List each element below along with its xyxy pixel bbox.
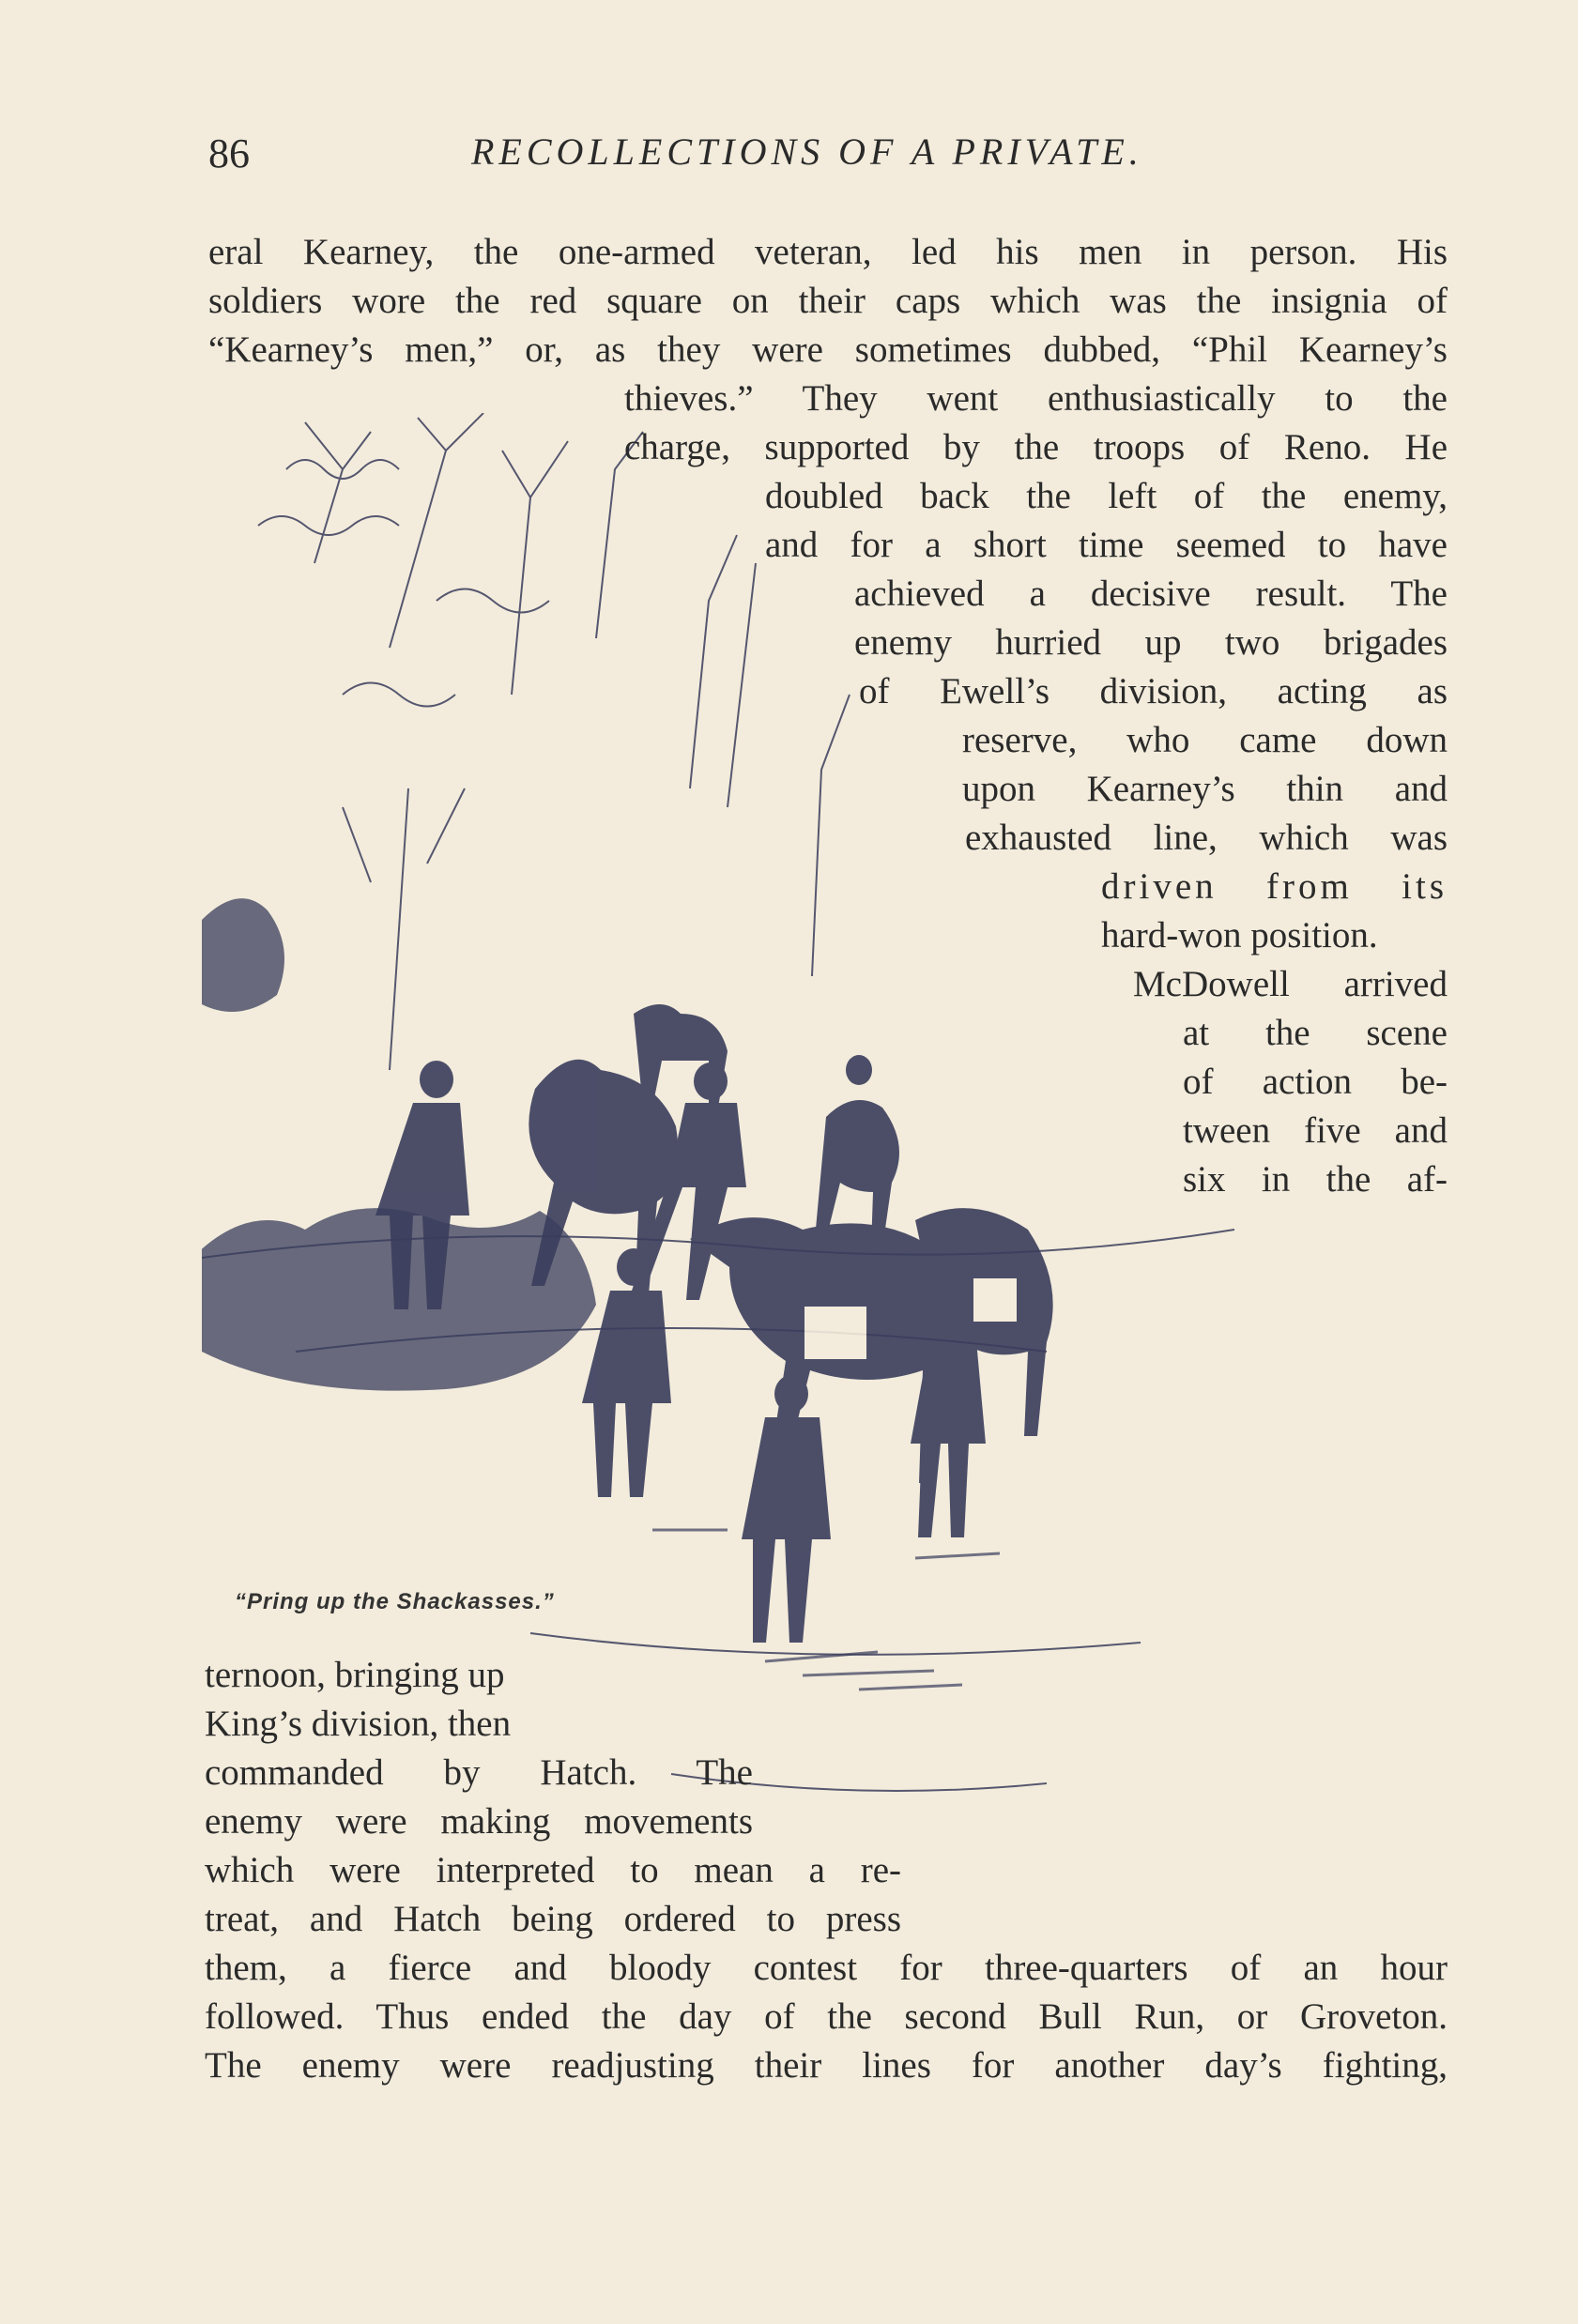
text-line-22: King’s division, then [205, 1704, 512, 1744]
text-line-14: driven from its [1101, 866, 1448, 907]
text-line-19: tween five and [1183, 1110, 1448, 1151]
text-line-28: followed. Thus ended the day of the second Bull Run, or Groveton. [205, 1996, 1448, 2037]
text-line-18: of action be- [1183, 1062, 1448, 1102]
page-number: 86 [208, 130, 250, 176]
text-line-8: achieved a decisive result. The [854, 573, 1448, 614]
text-line-24: enemy were making movements [205, 1801, 753, 1842]
text-line-11: reserve, who came down [962, 720, 1448, 760]
text-line-13: exhausted line, which was [965, 818, 1448, 858]
text-line-29: The enemy were readjusting their lines for another day’s fighting, [205, 2045, 1448, 2086]
text-line-3: “Kearney’s men,” or, as they were sometimes dubbed, “Phil Kearney’s [208, 329, 1448, 370]
text-line-20: six in the af- [1183, 1159, 1448, 1200]
text-line-25: which were interpreted to mean a re- [205, 1850, 901, 1890]
text-line-5: charge, supported by the troops of Reno. He [624, 427, 1448, 467]
text-line-1: eral Kearney, the one-armed veteran, led his men in person. His [208, 232, 1448, 272]
text-line-4: thieves.” They went enthusiastically to the [624, 378, 1448, 419]
text-line-23: commanded by Hatch. The [205, 1752, 753, 1793]
text-line-2: soldiers wore the red square on their caps which was the insignia of [208, 281, 1448, 321]
text-line-7: and for a short time seemed to have [765, 525, 1448, 565]
text-line-21: ternoon, bringing up [205, 1655, 505, 1695]
text-line-26: treat, and Hatch being ordered to press [205, 1899, 901, 1939]
text-line-15: hard-won position. [1101, 915, 1378, 956]
text-line-16: McDowell arrived [1133, 964, 1448, 1004]
page-header [208, 130, 1448, 186]
illustration-caption: “Pring up the Shackasses.” [235, 1589, 555, 1614]
running-title: RECOLLECTIONS OF A PRIVATE. [471, 130, 1143, 173]
text-line-17: at the scene [1183, 1013, 1448, 1053]
text-line-9: enemy hurried up two brigades [854, 622, 1448, 663]
text-line-27: them, a fierce and bloody contest for three-quarters of an hour [205, 1948, 1448, 1988]
text-line-6: doubled back the left of the enemy, [765, 476, 1448, 516]
text-line-12: upon Kearney’s thin and [962, 769, 1448, 809]
text-line-10: of Ewell’s division, acting as [859, 671, 1448, 711]
